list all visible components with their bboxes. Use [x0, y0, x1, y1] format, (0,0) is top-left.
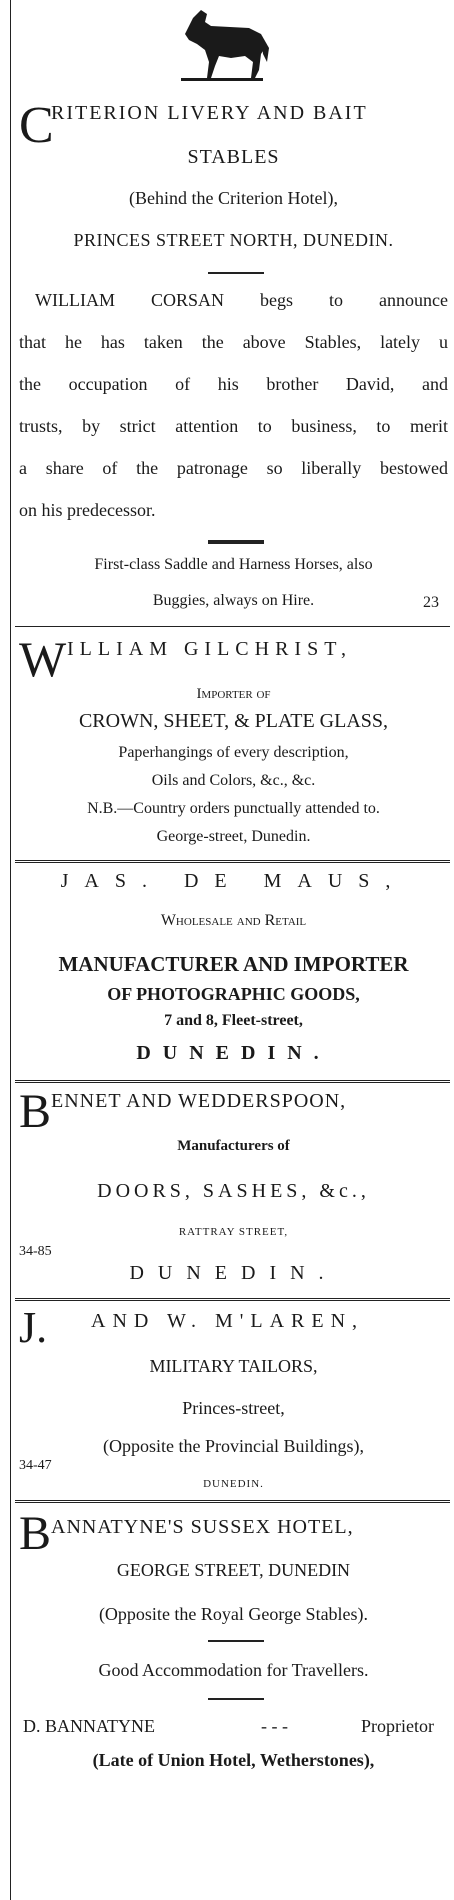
ad2-line: N.B.—Country orders punctually attended to. — [87, 800, 380, 817]
ad3-line4: 7 and 8, Fleet-street, — [164, 1012, 303, 1029]
ad2-line: CROWN, SHEET, & PLATE GLASS, — [78, 710, 389, 732]
ad1-title-line1: RITERION LIVERY AND BAIT — [51, 102, 368, 124]
ad1-body-line: the occupation of his brother David, and — [19, 374, 448, 394]
ad1-subtitle: (Behind the Criterion Hotel), — [129, 188, 338, 208]
separator-double — [15, 1298, 450, 1303]
separator-short — [208, 272, 264, 274]
ad3-title: JAS. DE MAUS, — [60, 870, 407, 892]
separator-double — [15, 1080, 450, 1085]
ad3-line3: OF PHOTOGRAPHIC GOODS, — [107, 984, 360, 1004]
ad6-name: D. BANNATYNE — [23, 1716, 155, 1736]
separator-short — [208, 1698, 264, 1700]
ad1-body-line: a share of the patronage so liberally bestowed — [19, 458, 448, 478]
ad5-title: AND W. M'LAREN, — [91, 1310, 365, 1332]
separator-double — [15, 860, 450, 865]
newspaper-column — [10, 0, 452, 1900]
ad6-line1: GEORGE STREET, DUNEDIN — [116, 1560, 351, 1580]
ad5-ref-number: 34-47 — [19, 1458, 52, 1473]
ad1-body-line: WILLIAM CORSAN begs to announce — [35, 290, 448, 310]
ad4-ref-number: 34-85 — [19, 1244, 52, 1259]
ad6-title: ANNATYNE'S SUSSEX HOTEL, — [51, 1516, 354, 1538]
horse-icon — [171, 4, 271, 82]
ad4-line4: DUNEDIN. — [129, 1262, 338, 1284]
ad4-title: ENNET AND WEDDERSPOON, — [51, 1090, 347, 1112]
ad6-role: Proprietor — [361, 1716, 434, 1736]
ad2-line: George-street, Dunedin. — [156, 828, 311, 845]
dropcap-b: B — [19, 1085, 52, 1138]
ad3-line5: DUNEDIN. — [136, 1042, 331, 1064]
ad4-line2: DOORS, SASHES, &c., — [97, 1180, 370, 1202]
ad1-footer-line2: Buggies, always on Hire. — [152, 592, 315, 609]
dropcap-j: J. — [19, 1303, 48, 1352]
ad6-line4: (Late of Union Hotel, Wetherstones), — [92, 1750, 375, 1770]
separator-short — [208, 1640, 264, 1642]
ad4-line1: Manufacturers of — [177, 1138, 290, 1154]
dropcap-b: B — [19, 1507, 52, 1560]
ad1-body-line: on his predecessor. — [19, 500, 156, 520]
ad5-line4: DUNEDIN. — [203, 1478, 264, 1490]
separator — [15, 626, 450, 627]
dropcap-w: W — [19, 631, 67, 687]
ad2-line: Paperhangings of every description, — [118, 744, 349, 761]
ad1-ref-number: 23 — [423, 594, 439, 611]
separator-short — [208, 540, 264, 544]
ad1-address: PRINCES STREET NORTH, DUNEDIN. — [73, 230, 394, 250]
separator-double — [15, 1500, 450, 1505]
ad6-dashes: - - - — [261, 1716, 288, 1736]
ad2-line: Importer of — [196, 686, 271, 702]
ad2-title: ILLIAM GILCHRIST, — [67, 638, 352, 660]
ad1-body-line: trusts, by strict attention to business, to merit — [19, 416, 448, 436]
ad4-line3: RATTRAY STREET, — [178, 1226, 289, 1238]
ad1-body-line: that he has taken the above Stables, lately u — [19, 332, 448, 352]
ad5-line1: MILITARY TAILORS, — [149, 1356, 318, 1376]
ad2-line: Oils and Colors, &c., &c. — [151, 772, 316, 789]
ad3-line2: MANUFACTURER AND IMPORTER — [58, 952, 409, 976]
ad6-line2: (Opposite the Royal George Stables). — [98, 1604, 369, 1624]
ad5-line3: (Opposite the Provincial Buildings), — [103, 1436, 364, 1456]
ad3-line1: Wholesale and Retail — [160, 912, 307, 929]
ad5-line2: Princes-street, — [182, 1398, 285, 1418]
ad1-title-line2: STABLES — [187, 146, 280, 168]
ad1-footer-line1: First-class Saddle and Harness Horses, also — [94, 556, 373, 573]
ad6-line3: Good Accommodation for Travellers. — [98, 1660, 369, 1680]
dropcap-c: C — [19, 97, 54, 154]
